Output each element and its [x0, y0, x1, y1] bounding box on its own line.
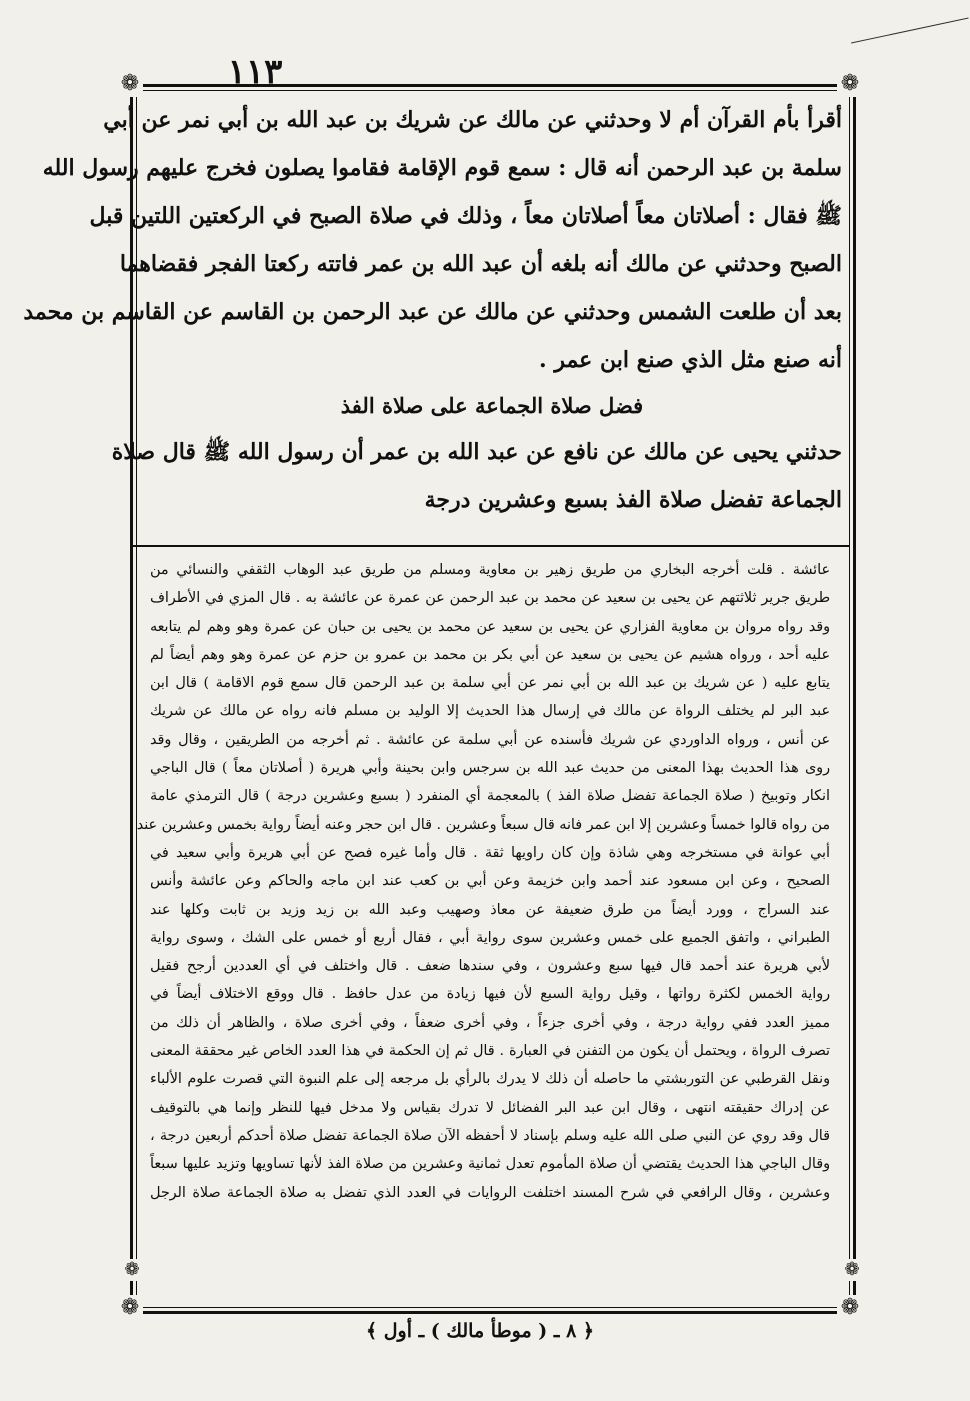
- commentary-line: عن أنس ، ورواه الداوردي عن شريك فأسنده عن أبي سلمة عن عائشة . ثم أخرجه من الطريقين ، وقال وقد: [150, 731, 830, 748]
- matn-line: الصبح وحدثني عن مالك أنه بلغه أن عبد الله بن عمر فاتته ركعتا الفجر فقضاهما: [119, 251, 842, 277]
- hadith-line: الجماعة تفضل صلاة الفذ بسبع وعشرين درجة: [424, 487, 842, 513]
- commentary-line: مميز العدد ففي رواية درجة ، وفي أخرى جزءاً ، وفي أخرى ضعفاً ، وفي أخرى صلاة ، والظاهر أن ذلك من: [150, 1014, 830, 1031]
- page-footer: ﴿ ٨ ـ ( موطأ مالك ) ـ أول ﴾: [365, 1320, 595, 1342]
- matn-line: سلمة بن عبد الرحمن أنه قال : سمع قوم الإقامة فقاموا يصلون فخرج عليهم رسول الله: [42, 155, 842, 181]
- commentary-line: يتابع عليه ( عن شريك بن عبد الله بن أبي نمر عن أبي سلمة بن عبد الرحمن قال سمع قوم الاقامة ) قال ابن: [150, 675, 830, 692]
- corner-ornament-icon: ❁: [837, 71, 863, 97]
- matn-line: أقرأ بأم القرآن أم لا وحدثني عن مالك عن شريك بن عبد الله بن أبي نمر عن أبي: [103, 107, 842, 133]
- commentary-line: انكار وتوبيخ ( صلاة الجماعة تفضل صلاة الفذ ) بالمعجمة أي المنفرد ( بسبع وعشرين درجة ) قال الترمذي عامة: [150, 788, 830, 805]
- page-number: ١١٣: [227, 52, 283, 92]
- commentary-line: تصرف الرواة ، ويحتمل أن يكون من التفنن في العبارة . قال ثم إن الحكمة في هذا العدد الخاص غير محققة المعنى: [150, 1043, 830, 1060]
- commentary-line: لأبي هريرة عند أحمد قال فيها سبع وعشرون ، وفي سندها ضعف . قال واختلف في أي العددين أرجح فقيل: [150, 958, 831, 975]
- side-ornament-icon: ❁: [841, 1259, 863, 1281]
- matn-line: ﷺ فقال : أصلاتان معاً أصلاتان معاً ، وذلك في صلاة الصبح في الركعتين اللتين قبل: [89, 203, 842, 229]
- commentary-line: عند السراج ، وورد أيضاً من طرق ضعيفة عن معاذ وصهيب وعبد الله بن زيد وزيد بن ثابت وكلها عند: [150, 901, 830, 918]
- commentary-line: عائشة . قلت أخرجه البخاري من طريق زهير بن معاوية ومسلم من طريق عبد الوهاب الثقفي والنسائي من: [150, 562, 830, 578]
- commentary-line: رواية الخمس لكثرة رواتها ، وقيل رواية السبع لأن فيها زيادة من عدل حافظ . قال ووقع الاختلاف أيضاً في: [150, 986, 830, 1003]
- commentary-line: وقال الباجي هذا الحديث يقتضي أن صلاة المأموم تعدل ثمانية وعشرين من صلاة الفذ لأنها تساويها وتزيد عليها سبعاً: [150, 1156, 830, 1173]
- commentary-block: [136, 556, 831, 1256]
- commentary-line: عليه أحد ، ورواه هشيم عن يحيى بن سعيد عن أبي بكر بن محمد بن عمرو بن حزم عن عمرة وهو وهم أيضاً لم: [150, 646, 830, 663]
- chapter-title: فضل صلاة الجماعة على صلاة الفذ: [340, 393, 644, 418]
- matn-line: بعد أن طلعت الشمس وحدثني عن مالك عن عبد الرحمن بن القاسم عن القاسم بن محمد: [23, 299, 842, 325]
- corner-ornament-icon: ❁: [117, 1295, 143, 1321]
- commentary-line: روى هذا الحديث بهذا المعنى من حديث عبد الله بن سرجس وابن بحينة وأبي هريرة ( أصلاتان معاً ) قال الباجي: [150, 760, 830, 777]
- commentary-line: عن إدراك حقيقته انتهى ، وقال ابن عبد البر الفضائل لا تدرك بقياس ولا مدخل فيها للنظر وإنما هي بالتوقيف: [150, 1099, 830, 1116]
- commentary-line: الصحيح ، وعن ابن مسعود عند أحمد وابن خزيمة وعن أبي بن كعب عند ابن ماجه والحاكم وعن عائشة وأنس: [150, 873, 830, 890]
- corner-ornament-icon: ❁: [837, 1295, 863, 1321]
- matn-line: أنه صنع مثل الذي صنع ابن عمر .: [539, 347, 842, 373]
- side-ornament-icon: ❁: [121, 1259, 143, 1281]
- commentary-line: أبي عوانة في مستخرجه وهي شاذة وإن كان راويها ثقة . قال وأما غيره فصح عن أبي هريرة وأبي سعيد في: [150, 844, 830, 861]
- section-divider: [133, 545, 850, 547]
- main-text-block: [23, 96, 842, 536]
- hadith-line: حدثني يحيى عن مالك عن نافع عن عبد الله بن عمر أن رسول الله ﷺ قال صلاة: [111, 439, 842, 465]
- commentary-line: عبد البر لم يختلف الرواة عن مالك في إرسال هذا الحديث إلا الوليد بن مسلم فانه رواه عن مالك عن شريك: [150, 703, 830, 720]
- pen-mark: [851, 18, 969, 46]
- commentary-line: ونقل القرطبي عن التوربشتي ما حاصله أن ذلك لا يدرك بالرأي بل مرجعه إلى علم النبوة التي قصرت علوم الألباء: [150, 1071, 830, 1088]
- commentary-line: الطبراني ، واتفق الجميع على خمس وعشرين سوى رواية أبي ، فقال أربع أو خمس على الشك ، وسوى رواية: [150, 929, 830, 946]
- commentary-line: من رواه قالوا خمساً وعشرين إلا ابن عمر فانه قال سبعاً وعشرين . قال ابن حجر وعنه أيضاً رواية بخمس وعشرين عند: [136, 816, 830, 833]
- commentary-line: وعشرين ، وقال الرافعي في شرح المسند اختلفت الروايات في العدد الذي تفضل به صلاة الجماعة صلاة الرجل: [150, 1184, 830, 1201]
- corner-ornament-icon: ❁: [117, 71, 143, 97]
- commentary-line: وقد رواه مروان بن معاوية الفزاري عن يحيى بن سعيد عن محمد بن يحيى بن حبان عن عمرة وهو وهم لم يتابعه: [150, 618, 830, 635]
- commentary-line: طريق جرير ثلاثتهم عن يحيى بن سعيد عن محمد بن عبد الرحمن عن عمرة عن عائشة به . قال المزي في الأطراف: [150, 590, 830, 607]
- commentary-line: قال وقد روي عن النبي صلى الله عليه وسلم بإسناد لا أحفظه الآن صلاة الجماعة تفضل صلاة أحدكم أربعين درجة ،: [150, 1127, 830, 1144]
